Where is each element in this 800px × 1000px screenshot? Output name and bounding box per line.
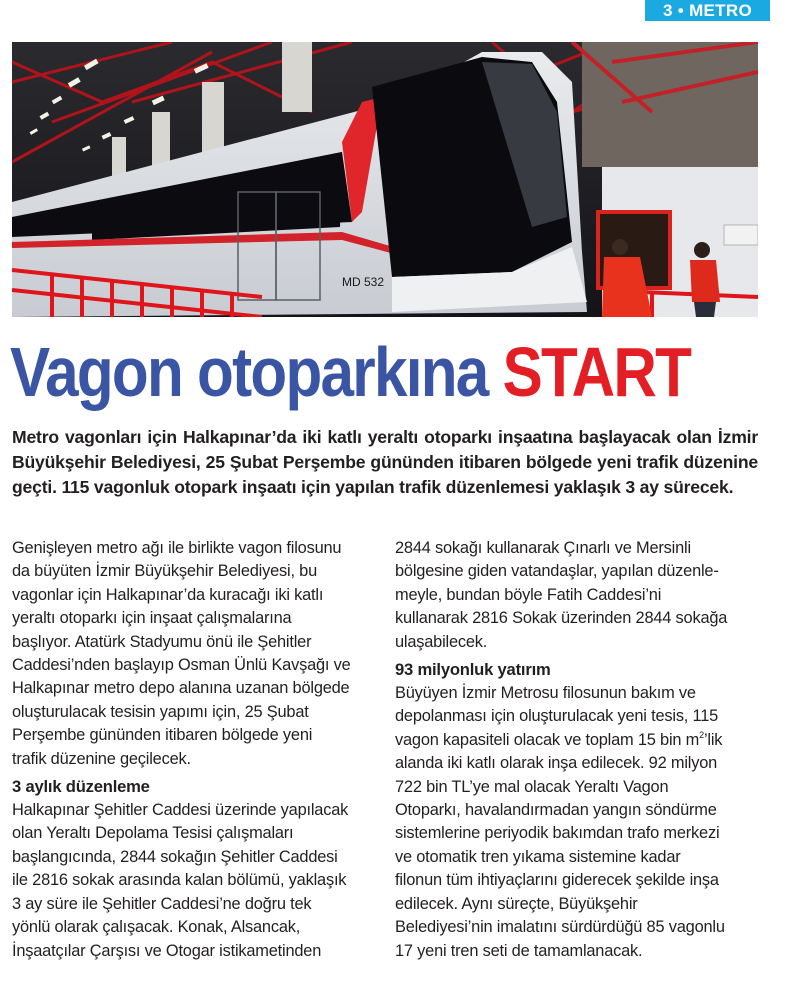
body-line: meyle, bundan böyle Fatih Caddesi’ni: [395, 585, 662, 604]
body-line: İnşaatçılar Çarşısı ve Otogar istikametinden: [12, 941, 322, 960]
body-line: Belediyesi’nin imalatını sürdürdüğü 85 vagonlu: [395, 918, 725, 937]
body-line: 2844 sokağı kullanarak Çınarlı ve Mersinli: [395, 539, 691, 557]
body-line: 722 bin TL’ye mal olacak Yeraltı Vagon: [395, 777, 669, 796]
body-paragraph: [12, 799, 384, 963]
body-line: vagonlar için Halkapınar’da kuracağı iki katlı: [12, 585, 324, 604]
subheading: 3 aylık düzenleme: [12, 777, 150, 797]
section-badge: 3 • METRO: [645, 0, 770, 21]
body-line: oluşturulacak tesisin yapımı için, 25 Şubat: [12, 702, 309, 721]
body-line: 17 yeni tren seti de tamamlanacak.: [395, 941, 643, 960]
body-line: depolanması için oluşturulacak yeni tesis, 115: [395, 707, 719, 726]
body-line: bölgesine giden vatandaşlar, yapılan düzenle-: [395, 562, 719, 581]
headline-part-2: START: [502, 333, 691, 411]
depot-upper-wall: [582, 42, 758, 167]
body-line: Büyüyen İzmir Metrosu filosunun bakım ve: [395, 684, 696, 703]
left-column: [12, 537, 384, 963]
metro-train-photo: [12, 42, 758, 317]
superscript: 2: [699, 729, 704, 740]
body-line: kullanarak 2816 Sokak üzerinden 2844 sokağa: [395, 609, 728, 628]
body-line: edilecek. Aynı süreçte, Büyükşehir: [395, 894, 638, 913]
body-line: ulaşabilecek.: [395, 632, 488, 651]
body-paragraph: [395, 537, 770, 654]
body-line: başlangıcında, 2844 sokağın Şehitler Caddesi: [12, 847, 338, 866]
lead-line: yaklaşık 3 ay sürecek.: [553, 477, 734, 497]
body-line: olan Yeraltı Depolama Tesisi çalışmaları: [12, 824, 294, 843]
body-line: ile 2816 sokak arasında kalan bölümü, yaklaşık: [12, 871, 347, 890]
body-line: da büyüten İzmir Büyükşehir Belediyesi, bu: [12, 562, 318, 581]
body-line: Caddesi’nden başlayıp Osman Ünlü Kavşağı ve: [12, 656, 351, 675]
body-paragraph: [12, 537, 384, 771]
body-line: trafik düzenine geçilecek.: [12, 749, 191, 768]
body-line: Otoparkı, havalandırmadan yangın söndürme: [395, 801, 717, 820]
body-line: başlıyor. Atatürk Stadyumu önü ile Şehitler: [12, 632, 312, 651]
body-line: 3 ay süre ile Şehitler Caddesi’ne doğru tek: [12, 894, 312, 913]
body-line: Genişleyen metro ağı ile birlikte vagon filosunu: [12, 539, 342, 557]
body-line: yeraltı otoparkı için inşaat çalışmalarına: [12, 609, 292, 628]
headline: [10, 333, 691, 411]
body-line: ve otomatik tren yıkama sistemine kadar: [395, 847, 681, 866]
lead-line: trafik düzenine geçti. 115 vagonluk otopark inşaatı için yapılan trafik düzenlemesi: [12, 452, 758, 497]
body-line: Halkapınar Şehitler Caddesi üzerinde yapılacak: [12, 801, 349, 820]
sup-line-after: ’lik: [703, 730, 723, 749]
body-line: Halkapınar metro depo alanına uzanan bölgede: [12, 679, 350, 698]
lead-line: İzmir Büyükşehir Belediyesi, 25 Şubat Perşembe gününden itibaren bölgede yeni: [12, 427, 758, 472]
body-line: Perşembe gününden itibaren bölgede yeni: [12, 726, 313, 745]
right-column: [395, 537, 770, 963]
body-line: filonun tüm ihtiyaçlarını giderecek şekilde inşa: [395, 871, 719, 890]
lead-paragraph: [12, 425, 758, 500]
headline-part-1: Vagon otoparkına: [10, 333, 488, 411]
body-line-with-superscript: [395, 729, 770, 752]
sup-line-before: vagon kapasiteli olacak ve toplam 15 bin m: [395, 730, 700, 749]
body-line: yönlü olarak çalışacak. Konak, Alsancak,: [12, 918, 301, 937]
body-paragraph: [395, 682, 770, 963]
subheading: 93 milyonluk yatırım: [395, 660, 551, 680]
article-photo: [12, 42, 758, 317]
body-line: alanda iki katlı olarak inşa edilecek. 92 milyon: [395, 754, 718, 773]
lead-line: Metro vagonları için Halkapınar’da iki katlı yeraltı otoparkı inşaatına başlayacak olan: [12, 427, 712, 447]
wall-notice: [724, 225, 758, 245]
body-line: sistemlerine periyodik bakımdan trafo merkezi: [395, 824, 720, 843]
train-number: MD 532: [342, 275, 385, 289]
